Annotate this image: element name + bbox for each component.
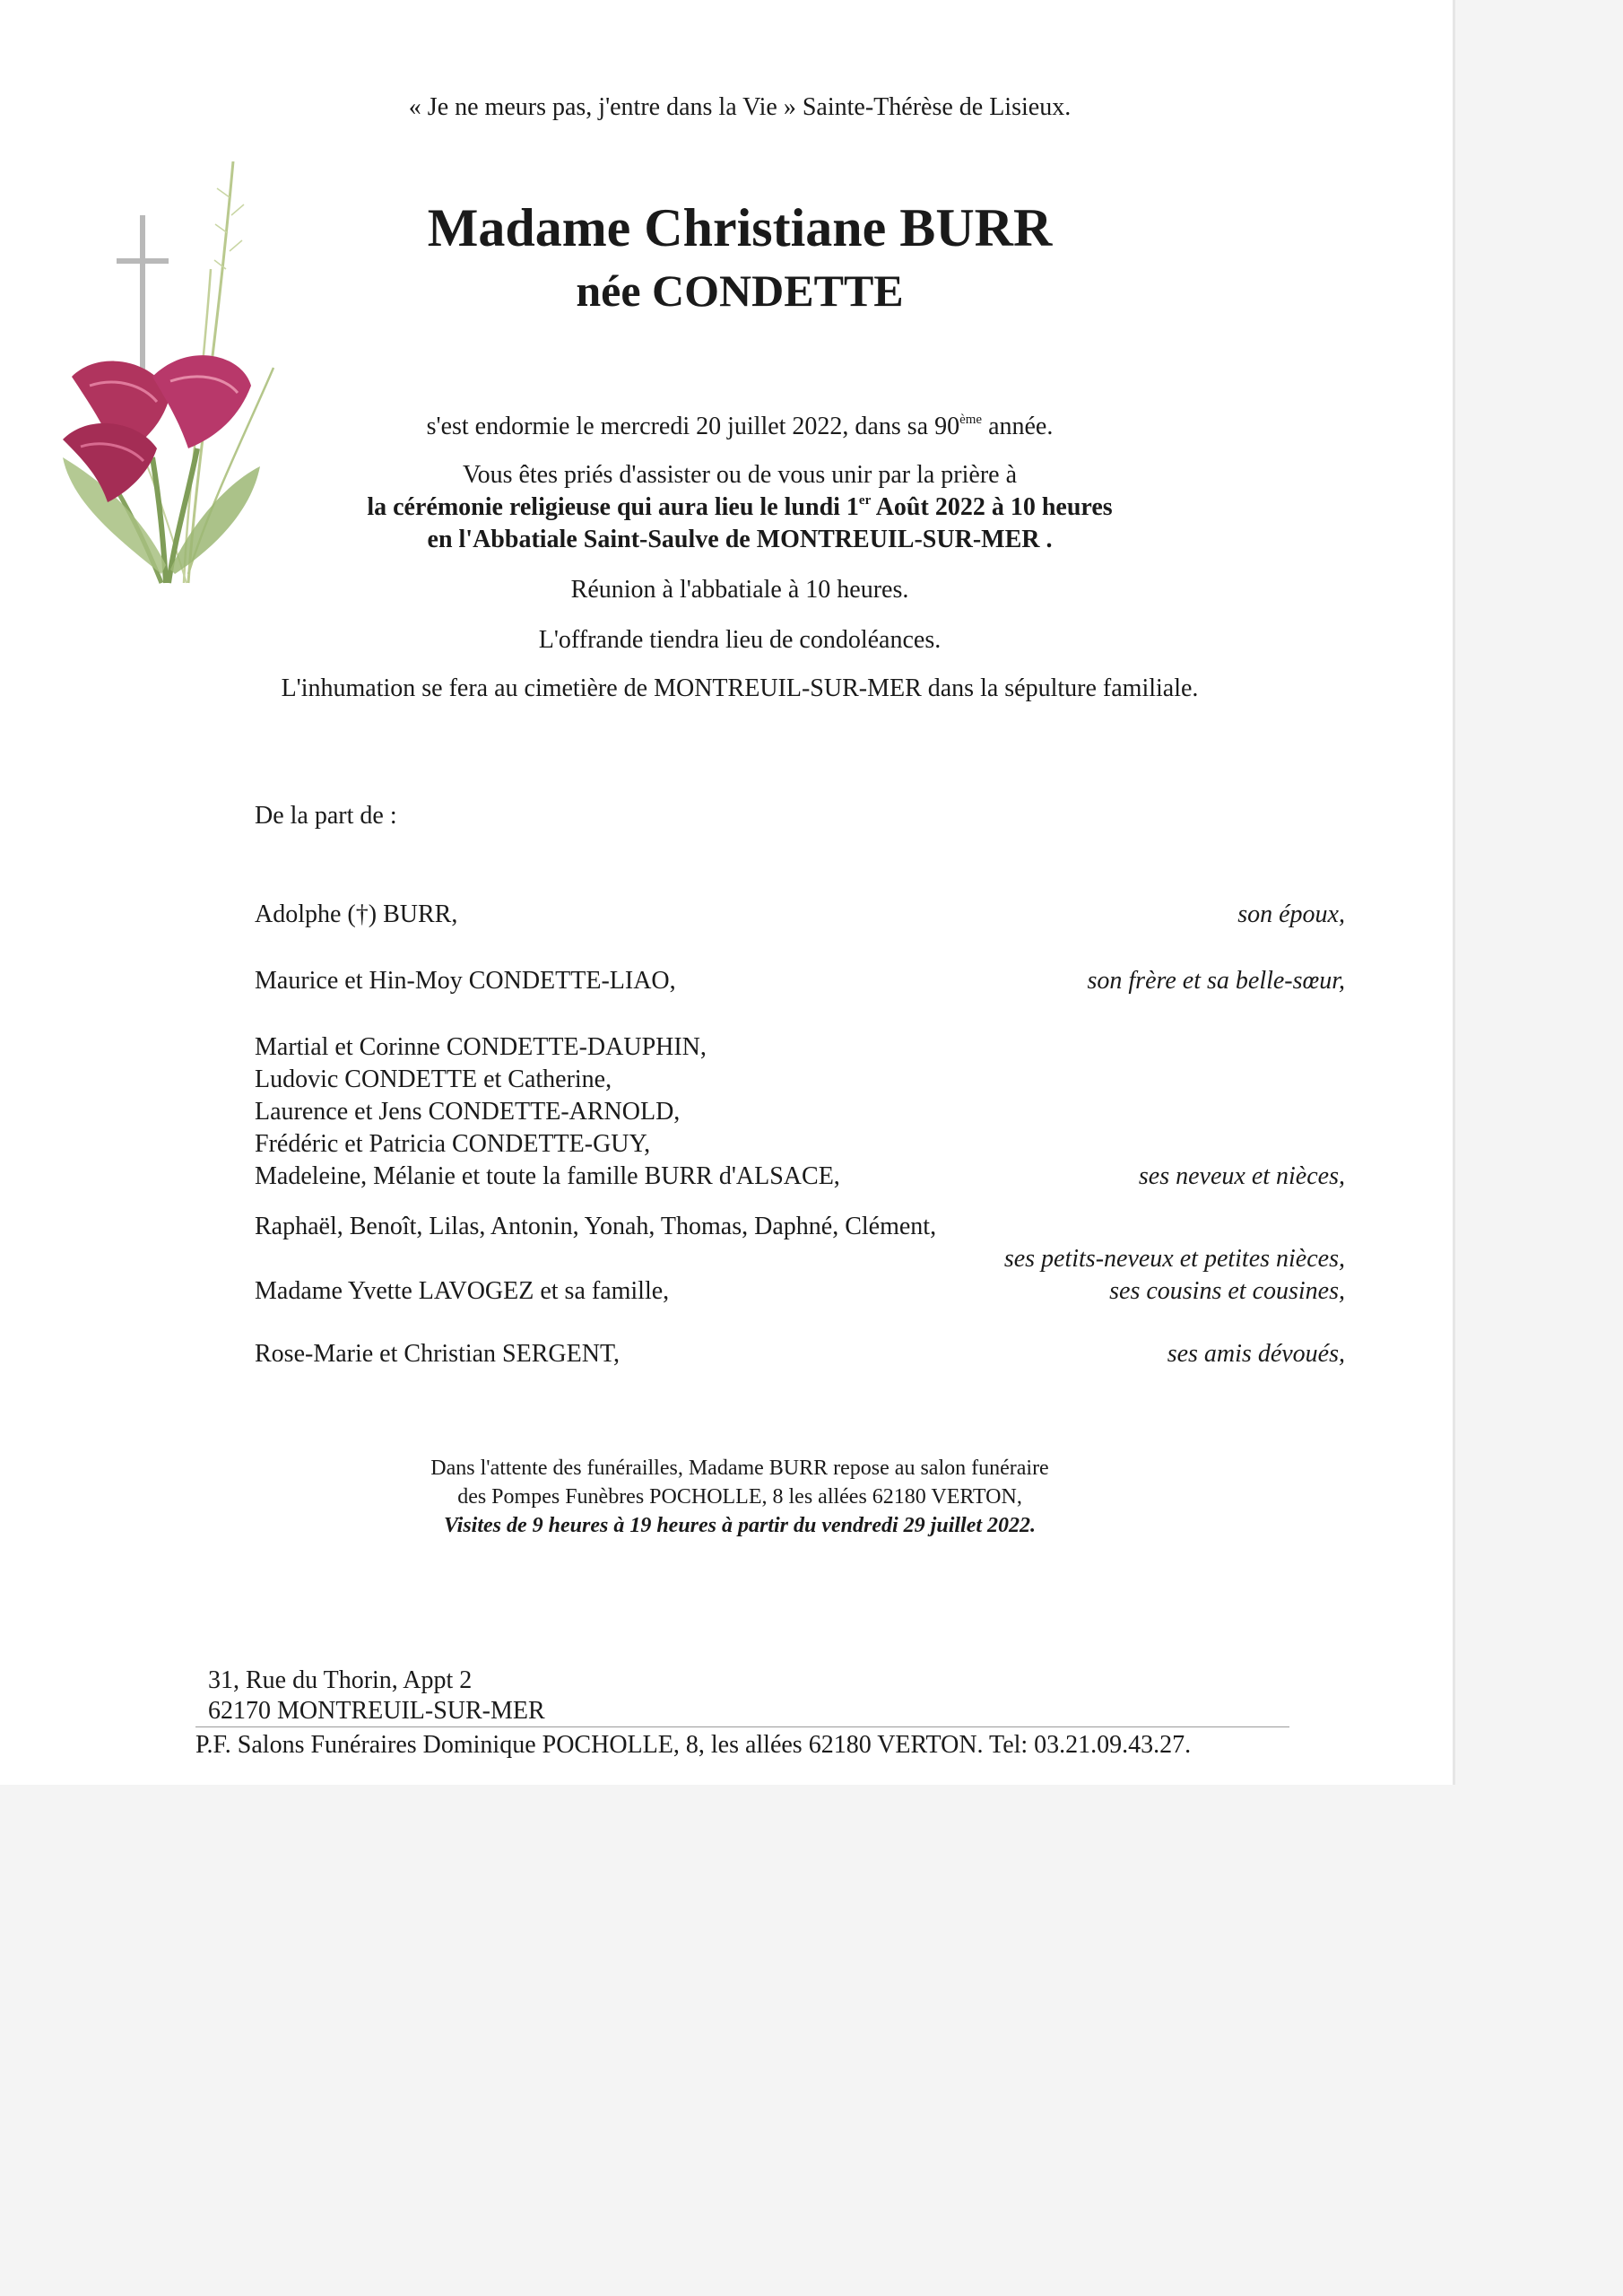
family-name: Rose-Marie et Christian SERGENT, xyxy=(255,1340,620,1368)
family-relation: son époux, xyxy=(1237,900,1345,928)
family-name: Martial et Corinne CONDETTE-DAUPHIN, xyxy=(255,1033,707,1061)
death-superscript: ème xyxy=(959,413,983,427)
funeral-home-line: P.F. Salons Funéraires Dominique POCHOLLE, 8, les allées 62180 VERTON. Tel: 03.21.09.43.27. xyxy=(195,1731,1192,1759)
address-line: 31, Rue du Thorin, Appt 2 xyxy=(208,1666,473,1694)
family-relation: son frère et sa belle-sœur, xyxy=(1087,967,1345,995)
vigil-line: des Pompes Funèbres POCHOLLE, 8 les allées 62180 VERTON, xyxy=(457,1485,1022,1509)
family-name: Ludovic CONDETTE et Catherine, xyxy=(255,1065,612,1093)
ceremony-place: en l'Abbatiale Saint-Saulve de MONTREUIL-SUR-MER . xyxy=(427,526,1053,553)
invitation-line: Vous êtes priés d'assister ou de vous unir par la prière à xyxy=(462,461,1018,489)
from-label: De la part de : xyxy=(255,802,397,830)
family-relation: ses cousins et cousines, xyxy=(1109,1277,1345,1305)
family-relation: ses amis dévoués, xyxy=(1167,1340,1345,1368)
family-name: Maurice et Hin-Moy CONDETTE-LIAO, xyxy=(255,967,676,995)
burial-line: L'inhumation se fera au cimetière de MONTREUIL-SUR-MER dans la sépulture familiale. xyxy=(281,674,1199,702)
death-line xyxy=(0,411,1480,443)
ceremony-line xyxy=(0,491,1480,524)
family-name: Madame Yvette LAVOGEZ et sa famille, xyxy=(255,1277,670,1305)
family-name: Madeleine, Mélanie et toute la famille BURR d'ALSACE, xyxy=(255,1162,840,1190)
family-relation: ses petits-neveux et petites nièces, xyxy=(1003,1245,1345,1273)
ceremony-text-end: Août 2022 à 10 heures xyxy=(871,493,1113,521)
maiden-name: née CONDETTE xyxy=(576,265,904,316)
deceased-name: Madame Christiane BURR xyxy=(427,198,1053,257)
family-name: Adolphe (†) BURR, xyxy=(255,900,458,928)
family-name: Raphaël, Benoît, Lilas, Antonin, Yonah, Thomas, Daphné, Clément, xyxy=(255,1213,937,1240)
family-relation: ses neveux et nièces, xyxy=(1138,1162,1345,1190)
ceremony-text: la cérémonie religieuse qui aura lieu le lundi 1 xyxy=(367,493,859,521)
meeting-line: Réunion à l'abbatiale à 10 heures. xyxy=(570,576,909,604)
family-name: Frédéric et Patricia CONDETTE-GUY, xyxy=(255,1130,651,1158)
family-name: Laurence et Jens CONDETTE-ARNOLD, xyxy=(255,1098,681,1126)
offering-line: L'offrande tiendra lieu de condoléances. xyxy=(538,626,942,654)
vigil-line: Dans l'attente des funérailles, Madame BURR repose au salon funéraire xyxy=(430,1457,1049,1480)
death-text-end: année. xyxy=(982,413,1054,440)
quote: « Je ne meurs pas, j'entre dans la Vie » Sainte-Thérèse de Lisieux. xyxy=(408,93,1072,121)
ceremony-superscript: er xyxy=(858,493,872,508)
death-text: s'est endormie le mercredi 20 juillet 2022, dans sa 90 xyxy=(426,413,960,440)
footer-rule xyxy=(195,1726,1289,1727)
address-line: 62170 MONTREUIL-SUR-MER xyxy=(208,1697,545,1725)
visiting-hours: Visites de 9 heures à 19 heures à partir du vendredi 29 juillet 2022. xyxy=(443,1514,1037,1537)
